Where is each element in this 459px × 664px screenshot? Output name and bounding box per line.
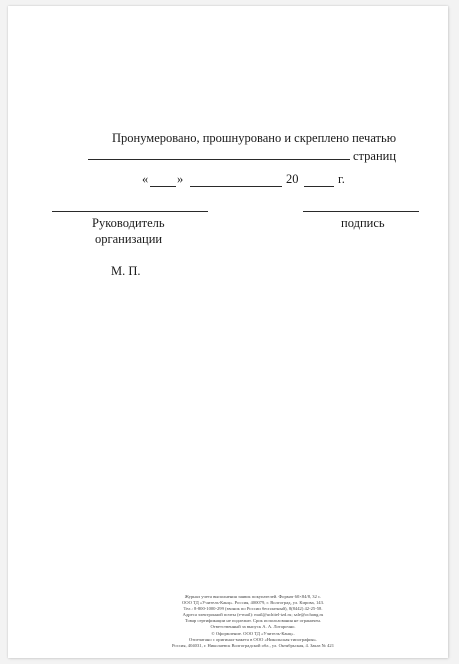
right-signature-line	[303, 211, 419, 212]
right-signature-label: подпись	[341, 216, 385, 230]
imprint-line: Отпечатано с оригинал-макета в ООО «Никольская типография».	[188, 636, 318, 642]
year-blank	[304, 186, 334, 187]
left-signature-label-1: Руководитель	[92, 216, 165, 230]
imprint-line: Адреса электронной почты (e-mail): mail@uchitel-izd.ru; sale@ochang.ru	[182, 612, 324, 618]
imprint-line: Товар сертификации не подлежит. Срок использования не ограничен.	[185, 618, 321, 624]
month-blank	[190, 186, 282, 187]
imprint-line: Тел.: 8-800-1000-299 (звонок по России бесплатный), 8(8442) 42-25-58.	[183, 606, 323, 612]
day-blank	[150, 186, 176, 187]
date-quote-close: »	[177, 172, 184, 186]
imprint-line: © Оформление. ООО ТД «Учитель-Канц».	[211, 630, 295, 636]
left-signature-label-2: организации	[95, 232, 163, 246]
imprint-block	[108, 594, 398, 649]
imprint-line: Журнал учета выполнения заявок покупателей. Формат 60×84/8, 32 с.	[184, 594, 322, 599]
imprint-line: Россия, 404031, г. Николаевск Волгоградской обл., ул. Октябрьская, 4. Заказ № 421	[171, 642, 335, 648]
year-prefix: 20	[286, 172, 299, 186]
seal-label: М. П.	[111, 264, 141, 278]
imprint-line: ООО ТД «Учитель-Канц». Россия, 400079, г. Волгоград, ул. Кирова, 143.	[181, 600, 325, 606]
document-page	[8, 6, 448, 658]
pages-suffix: страниц	[353, 149, 397, 163]
year-suffix: г.	[338, 172, 345, 186]
pages-count-blank	[88, 159, 350, 160]
left-signature-line	[52, 211, 208, 212]
date-quote-open: «	[142, 172, 149, 186]
imprint-line: Ответственный за выпуск А. А. Лотарочно.	[210, 624, 296, 630]
title-line: Пронумеровано, прошнуровано и скреплено печатью	[112, 131, 397, 145]
